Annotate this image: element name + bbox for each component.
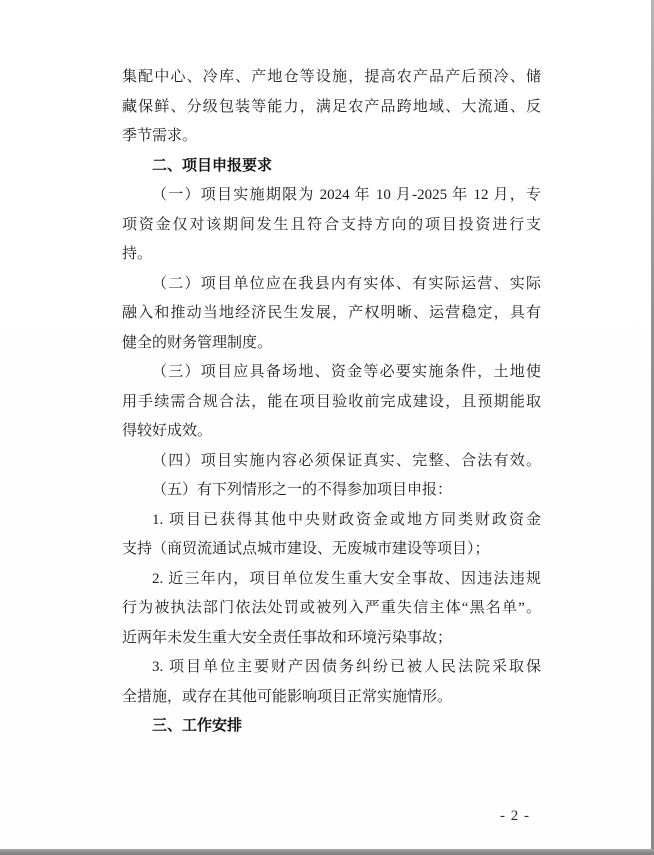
- doc-line: 持。: [122, 246, 153, 262]
- doc-line: 2. 近三年内，项目单位发生重大安全事故、因违法违规: [152, 570, 541, 587]
- doc-line: 季节需求。: [122, 128, 198, 144]
- doc-line: （二）项目单位应在我县内有实体、有实际运营、实际: [152, 275, 541, 292]
- document-text-block: [122, 63, 541, 742]
- doc-line: 项资金仅对该期间发生且符合支持方向的项目投资进行支: [122, 216, 541, 233]
- page-number: - 2 -: [500, 808, 530, 824]
- doc-line: （一）项目实施期限为 2024 年 10 月-2025 年 12 月，专: [152, 187, 541, 203]
- doc-line: 三、工作安排: [152, 718, 243, 734]
- doc-line: 行为被执法部门依法处罚或被列入严重失信主体“黑名单”。: [122, 600, 541, 616]
- doc-line: 藏保鲜、分级包装等能力，满足农产品跨地域、大流通、反: [122, 98, 541, 115]
- doc-line: 3. 项目单位主要财产因债务纠纷已被人民法院采取保: [152, 659, 541, 675]
- doc-line: 健全的财务管理制度。: [122, 334, 273, 351]
- doc-line: 支持（商贸流通试点城市建设、无废城市建设等项目）；: [122, 541, 490, 557]
- doc-line: （五）有下列情形之一的不得参加项目申报：: [152, 482, 453, 498]
- doc-line: 集配中心、冷库、产地仓等设施，提高农产品产后预冷、储: [122, 69, 541, 85]
- doc-line: （三）项目应具备场地、资金等必要实施条件，土地使: [152, 364, 541, 380]
- doc-line: 用手续需合规合法，能在项目验收前完成建设，且预期能取: [122, 393, 541, 410]
- doc-line: 得较好成效。: [122, 423, 213, 439]
- doc-line: 1. 项目已获得其他中央财政资金或地方同类财政资金: [152, 511, 541, 528]
- doc-line: 近两年未发生重大安全责任事故和环境污染事故；: [122, 629, 453, 646]
- doc-line: 融入和推动当地经济民生发展，产权明晰、运营稳定，具有: [122, 305, 541, 321]
- doc-line: 全措施，或存在其他可能影响项目正常实施情形。: [122, 688, 453, 705]
- doc-line: （四）项目实施内容必须保证真实、完整、合法有效。: [152, 452, 541, 469]
- doc-line: 二、项目申报要求: [152, 157, 273, 174]
- scan-edge-bottom: [0, 849, 654, 855]
